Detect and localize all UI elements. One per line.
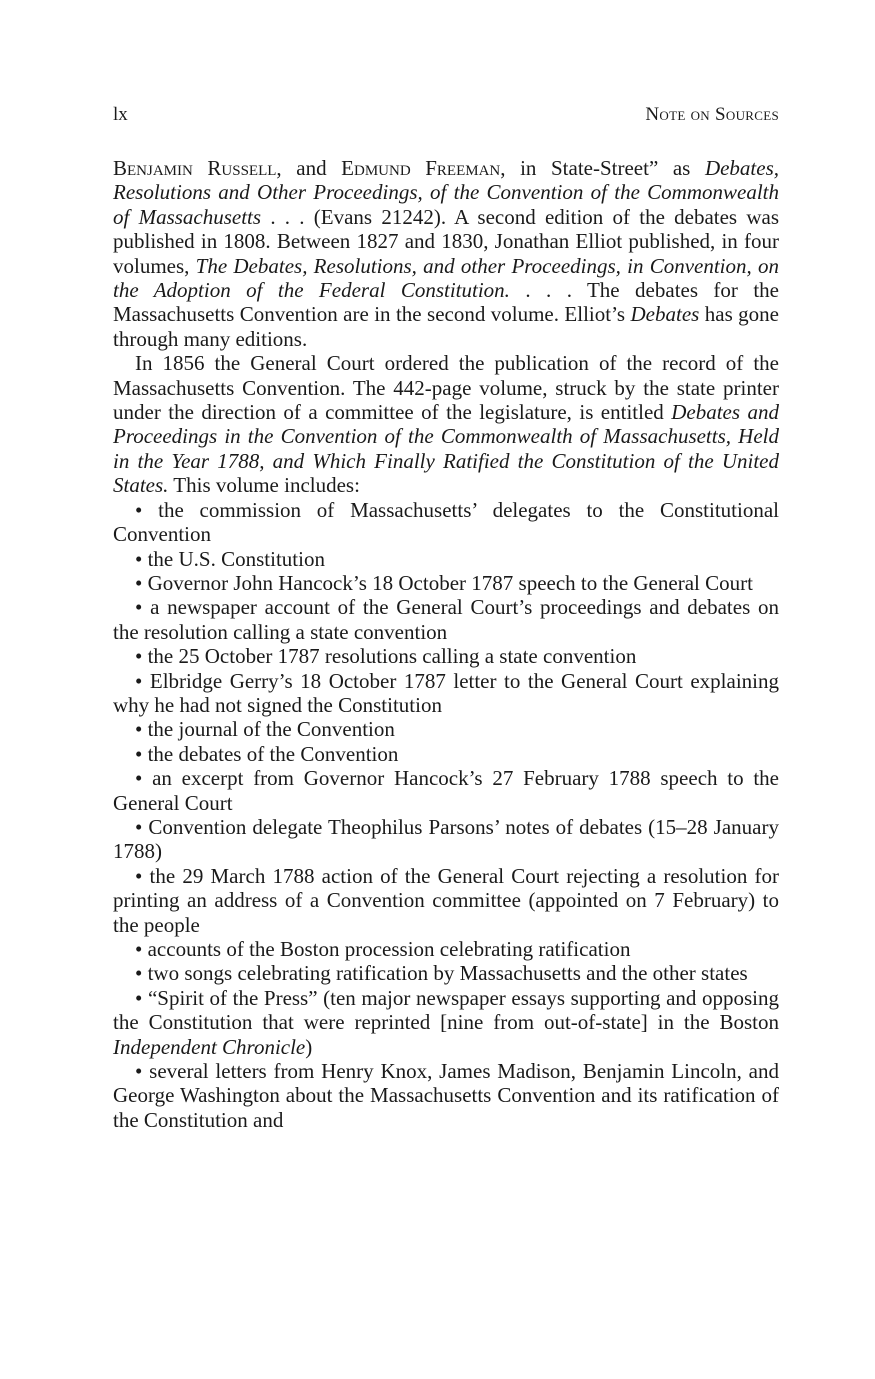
text-fragment: in State-Street” as (505, 156, 705, 180)
body-text (113, 156, 779, 1132)
text-fragment: . . . (Evans 21242). A second edition of the debates was published in 1808. Between 1827 and 1830, Jonathan Elliot published, in four volumes, (113, 204, 780, 278)
list-item: • Convention delegate Theophilus Parsons’ notes of debates (15–28 January 1788) (113, 814, 779, 864)
list-item: • several letters from Henry Knox, James Madison, Benjamin Lincoln, and George Washington about the Massachusetts Convention and its ratification of the Constitution and (113, 1059, 779, 1132)
page-number: lx (113, 104, 128, 125)
text-fragment: ) (305, 1034, 313, 1059)
name-freeman: Edmund Freeman, (341, 156, 506, 180)
name-russell: Benjamin Russell, (113, 156, 282, 180)
text-fragment: . . . The debates for the Massachusetts Convention are in the second volume. Elliot’s (113, 278, 779, 327)
list-item: • the debates of the Convention (135, 741, 399, 766)
paragraph-2 (113, 351, 779, 497)
text-fragment: This volume includes: (168, 473, 360, 498)
list-item: • the journal of the Convention (135, 717, 395, 742)
list-item: • a newspaper account of the General Court’s proceedings and debates on the resolution calling a state convention (113, 595, 779, 644)
text-fragment: has gone through many editions. (113, 302, 779, 351)
text-fragment: In 1856 the General Court ordered the publication of the record of the Massachusetts Convention. The 442-page volume, struck by the state printer under the direction of a committee of the legislature, is entitled (113, 351, 779, 425)
list-item: • Elbridge Gerry’s 18 October 1787 letter to the General Court explaining why he had not signed the Constitution (113, 668, 779, 717)
title-independent-chronicle: Independent Chronicle (113, 1034, 306, 1059)
list-item: • the commission of Massachusetts’ delegates to the Constitutional Convention (113, 497, 779, 547)
list-item (113, 986, 779, 1059)
title-debates-resolutions: Debates, Resolutions and Other Proceedings, of the Convention of the Commonwealth of Massachusetts (113, 156, 780, 229)
title-elliot-debates: The Debates, Resolutions, and other Proceedings, in Convention, on the Adoption of the Federal Constitution. (113, 253, 779, 303)
list-item: • an excerpt from Governor Hancock’s 27 February 1788 speech to the General Court (113, 766, 779, 815)
list-item: • the 29 March 1788 action of the General Court rejecting a resolution for printing an address of a Convention committee (appointed on 7 February) to the people (113, 863, 779, 937)
text-fragment: and (281, 156, 342, 180)
list-item: • accounts of the Boston procession celebrating ratification (135, 937, 631, 961)
title-debates: Debates (630, 302, 700, 327)
list-item: • the 25 October 1787 resolutions calling a state convention (135, 644, 637, 669)
title-debates-proceedings: Debates and Proceedings in the Convention of the Commonwealth of Massachusetts, Held in the Year 1788, and Which Finally Ratified the Constitution of the United States. (113, 400, 779, 498)
paragraph-1 (113, 156, 779, 351)
running-head-title: Note on Sources (645, 104, 779, 125)
page (113, 104, 779, 1132)
running-head (113, 104, 779, 134)
list-item: • the U.S. Constitution (135, 546, 325, 571)
list-item: • two songs celebrating ratification by Massachusetts and the other states (135, 961, 748, 986)
text-fragment: • “Spirit of the Press” (ten major newspaper essays supporting and opposing the Constitution that were reprinted [nine from out-of-state] in the Boston (113, 985, 779, 1035)
list-item: • Governor John Hancock’s 18 October 1787 speech to the General Court (135, 570, 753, 595)
